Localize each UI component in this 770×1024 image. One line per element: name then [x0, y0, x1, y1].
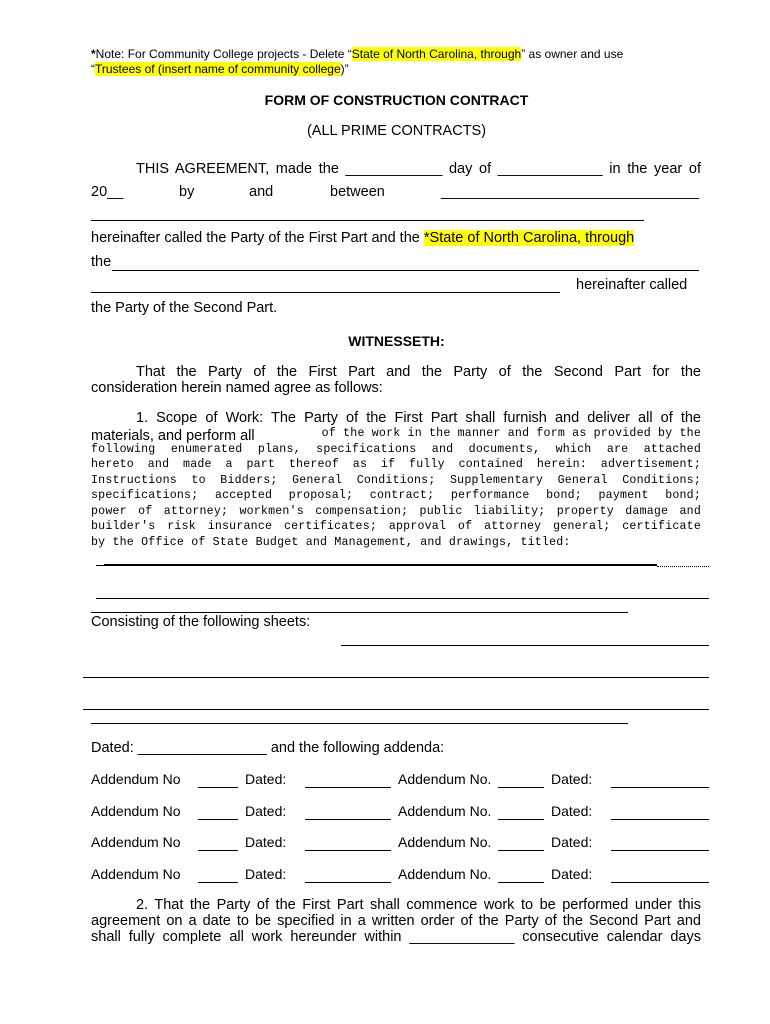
addendum-dated-label: Dated:: [551, 866, 593, 882]
agreement-year: 20__: [91, 184, 124, 200]
note-text-1: Note: For Community College projects - Delete “: [95, 47, 352, 61]
drawings-title-line-3[interactable]: [91, 612, 628, 613]
scope-line-1: 1. Scope of Work: The Party of the First Part shall furnish and deliver all of the: [136, 410, 701, 426]
addendum-label: Addendum No: [91, 771, 181, 787]
sheets-label: Consisting of the following sheets:: [91, 614, 311, 630]
community-college-note: [91, 47, 623, 61]
addendum-dated-label: Dated:: [551, 834, 593, 850]
addendum-date-blank[interactable]: [611, 787, 709, 788]
note-text-2: ” as owner and use: [521, 47, 624, 61]
community-college-note-line2: [91, 62, 349, 76]
addendum-date-blank[interactable]: [305, 882, 391, 883]
party-first-name-line[interactable]: [91, 220, 644, 221]
addendum-dated-label: Dated:: [245, 771, 287, 787]
hereinafter-called: hereinafter called: [576, 277, 688, 293]
addendum-label: Addendum No: [91, 866, 181, 882]
addendum-label: Addendum No.: [398, 866, 492, 882]
addendum-date-blank[interactable]: [305, 850, 391, 851]
addendum-number-blank[interactable]: [498, 787, 544, 788]
agreement-between: between: [330, 184, 385, 200]
witnesseth-heading: WITNESSETH:: [348, 333, 445, 349]
party-second-part: the Party of the Second Part.: [91, 300, 278, 316]
party-first-blank[interactable]: ________________________________: [441, 184, 700, 200]
sheets-line-1[interactable]: [341, 645, 709, 646]
commence-line-1: 2. That the Party of the First Part shall commence work to be performed under this: [136, 897, 701, 913]
scope-mono-line: hereto and made a part thereof as if fully contained herein: advertisement;: [91, 458, 701, 471]
scope-mono-line: following enumerated plans, specifications and documents, which are attached: [91, 443, 701, 456]
addendum-number-blank[interactable]: [498, 819, 544, 820]
addendum-label: Addendum No: [91, 834, 181, 850]
consideration-line-1: That the Party of the First Part and the Party of the Second Part for the: [136, 364, 701, 380]
owner-agency-line-2[interactable]: [91, 292, 560, 293]
addendum-number-blank[interactable]: [198, 819, 238, 820]
note-star: *: [91, 47, 96, 61]
note-highlight-trustees: Trustees of (insert name of community college: [95, 62, 341, 76]
addendum-number-blank[interactable]: [198, 787, 238, 788]
agreement-and: and: [249, 184, 274, 200]
scope-mono-line: builder's risk insurance certificates; approval of attorney general; certificate: [91, 520, 701, 533]
addendum-number-blank[interactable]: [198, 850, 238, 851]
scope-mono-line: power of attorney; workmen's compensation; public liability; property damage and: [91, 505, 701, 518]
agreement-the: the: [91, 254, 112, 270]
drawings-title-line-lead: [96, 565, 104, 566]
drawings-title-line-2[interactable]: [96, 598, 709, 599]
commence-line-3: shall fully complete all work hereunder within _____________ consecutive calendar days: [91, 929, 701, 945]
owner-highlight: *State of North Carolina, through: [423, 230, 635, 246]
sheets-line-3[interactable]: [83, 709, 709, 710]
page-subtitle: (ALL PRIME CONTRACTS): [306, 123, 487, 139]
addendum-dated-label: Dated:: [551, 771, 593, 787]
note-quote-close: )”: [340, 62, 349, 76]
addendum-label: Addendum No.: [398, 803, 492, 819]
addendum-date-blank[interactable]: [611, 819, 709, 820]
addendum-number-blank[interactable]: [198, 882, 238, 883]
scope-mono-line: Instructions to Bidders; General Conditions; Supplementary General Conditions;: [91, 474, 701, 487]
agreement-by: by: [179, 184, 195, 200]
page-title: FORM OF CONSTRUCTION CONTRACT: [264, 92, 529, 108]
dated-addenda-line: [91, 740, 444, 756]
addendum-label: Addendum No: [91, 803, 181, 819]
commence-line-2: agreement on a date to be specified in a written order of the Party of the Second Part and: [91, 913, 701, 929]
consideration-line-2: consideration herein named agree as follows:: [91, 380, 383, 396]
note-highlight-owner: State of North Carolina, through: [351, 47, 522, 61]
addendum-dated-label: Dated:: [245, 866, 287, 882]
scope-last-line: by the Office of State Budget and Management, and drawings, titled:: [91, 536, 571, 549]
agreement-line-1: THIS AGREEMENT, made the ____________ day of _____________ in the year of: [136, 161, 701, 177]
addendum-number-blank[interactable]: [498, 850, 544, 851]
addendum-date-blank[interactable]: [611, 850, 709, 851]
addendum-label: Addendum No.: [398, 771, 492, 787]
addendum-dated-label: Dated:: [551, 803, 593, 819]
scope-line-2-mono: of the work in the manner and form as provided by the: [321, 427, 701, 440]
addendum-date-blank[interactable]: [611, 882, 709, 883]
addendum-dated-label: Dated:: [245, 834, 287, 850]
addendum-dated-label: Dated:: [245, 803, 287, 819]
dated-blank[interactable]: ________________: [137, 740, 267, 756]
note-quote-open: “: [91, 62, 95, 76]
hereinafter-first-text: hereinafter called the Party of the First Part and the: [91, 230, 424, 246]
addendum-date-blank[interactable]: [305, 787, 391, 788]
drawings-title-line[interactable]: [104, 564, 657, 566]
scope-mono-line: specifications; accepted proposal; contract; performance bond; payment bond;: [91, 489, 701, 502]
scope-line-2-sans: materials, and perform all: [91, 428, 255, 444]
addendum-label: Addendum No.: [398, 834, 492, 850]
addendum-date-blank[interactable]: [305, 819, 391, 820]
sheets-line-4[interactable]: [91, 723, 628, 724]
hereinafter-first-part: [91, 230, 634, 246]
addendum-number-blank[interactable]: [498, 882, 544, 883]
sheets-line-2[interactable]: [83, 677, 709, 678]
drawings-title-line-tail: [657, 566, 709, 567]
dated-label: Dated:: [91, 740, 134, 756]
addenda-intro: and the following addenda:: [270, 740, 445, 756]
owner-agency-line[interactable]: [112, 270, 699, 271]
